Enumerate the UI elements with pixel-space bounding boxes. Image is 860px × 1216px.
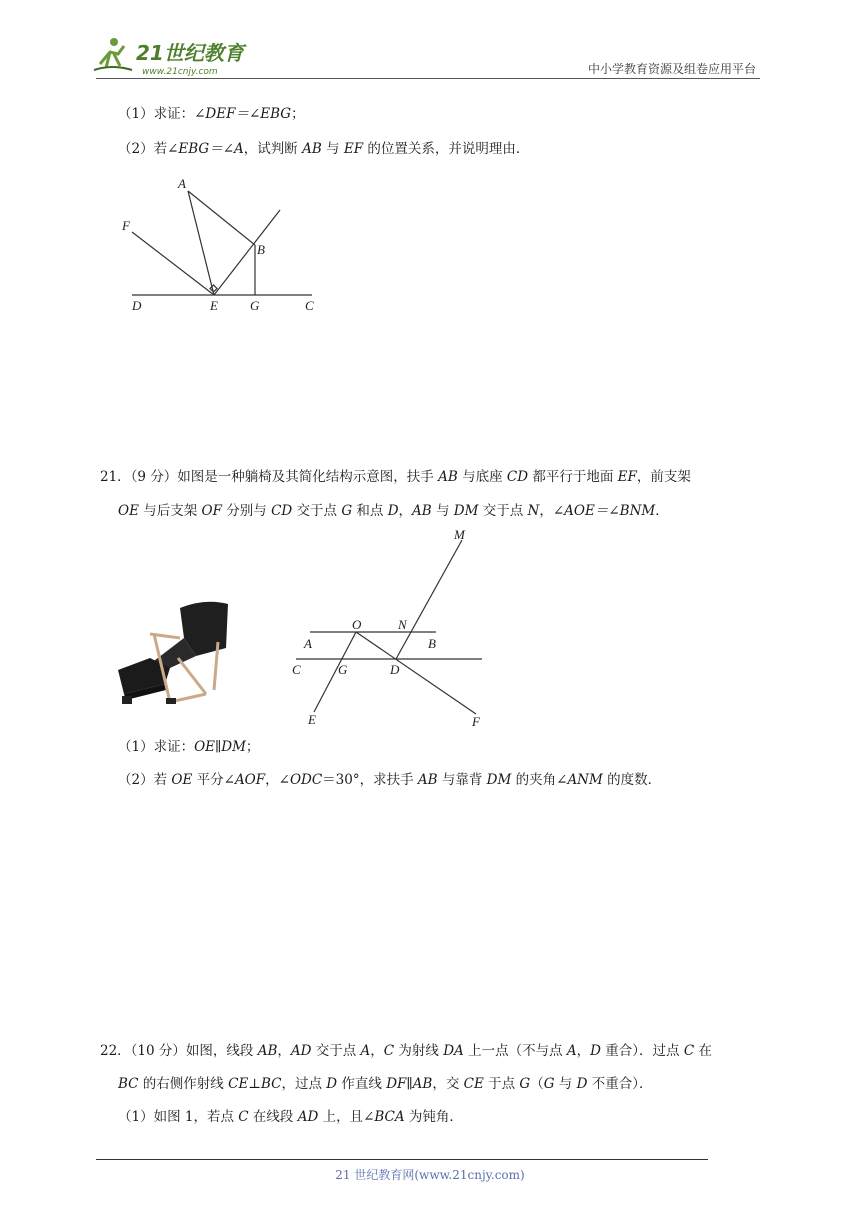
label-D: D (390, 662, 400, 677)
label-D: D (132, 298, 142, 313)
label-F: F (122, 218, 130, 233)
label-G: G (338, 662, 348, 677)
label-C: C (305, 298, 314, 313)
q22-stem-line1: 22．（10 分）如图，线段 AB，AD 交于点 A，C 为射线 DA 上一点（不与点 A，D 重合）．过点 C 在 (100, 1043, 712, 1059)
label-B: B (257, 242, 265, 257)
q21-stem-line2: OE 与后支架 OF 分别与 CD 交于点 G 和点 D，AB 与 DM 交于点 N，∠AOE＝∠BNM． (118, 503, 669, 519)
header-divider (96, 78, 760, 79)
site-logo (92, 34, 262, 78)
label-E: E (308, 712, 316, 727)
label-E: E (210, 298, 218, 313)
platform-name: 中小学教育资源及组卷应用平台 (587, 62, 756, 76)
label-M: M (454, 527, 465, 542)
label-G: G (250, 298, 260, 313)
label-O: O (352, 617, 362, 632)
q22-sub1: （1）如图 1，若点 C 在线段 AD 上，且∠BCA 为钝角． (118, 1109, 463, 1125)
label-A: A (178, 176, 186, 191)
q20-sub1: （1）求证：∠DEF＝∠EBG； (118, 106, 305, 122)
q21-stem-line1: 21．（9 分）如图是一种躺椅及其简化结构示意图，扶手 AB 与底座 CD 都平行于地面 EF，前支架 (100, 469, 691, 485)
label-C: C (292, 662, 301, 677)
label-F: F (472, 714, 480, 727)
label-N: N (398, 617, 407, 632)
runner-logo-icon (94, 38, 132, 70)
label-B: B (428, 636, 436, 651)
logo-title: 21世纪教育 (136, 41, 244, 65)
footer-divider (96, 1159, 708, 1160)
q22-stem-line2: BC 的右侧作射线 CE⊥BC，过点 D 作直线 DF∥AB，交 CE 于点 G（G 与 D 不重合）． (118, 1076, 653, 1092)
q21-figure (286, 522, 491, 727)
q21-sub2: （2）若 OE 平分∠AOF，∠ODC＝30°，求扶手 AB 与靠背 DM 的夹角∠ANM 的度数． (118, 772, 662, 788)
label-A: A (304, 636, 312, 651)
q21-sub1: （1）求证：OE∥DM； (118, 739, 260, 755)
logo-url: www.21cnjy.com (142, 67, 218, 77)
q20-sub2: （2）若∠EBG＝∠A，试判断 AB 与 EF 的位置关系，并说明理由． (118, 141, 530, 157)
recliner-chair-image (110, 598, 240, 710)
q20-figure (118, 172, 333, 317)
footer-link[interactable]: 21 世纪教育网(www.21cnjy.com) (335, 1168, 525, 1182)
